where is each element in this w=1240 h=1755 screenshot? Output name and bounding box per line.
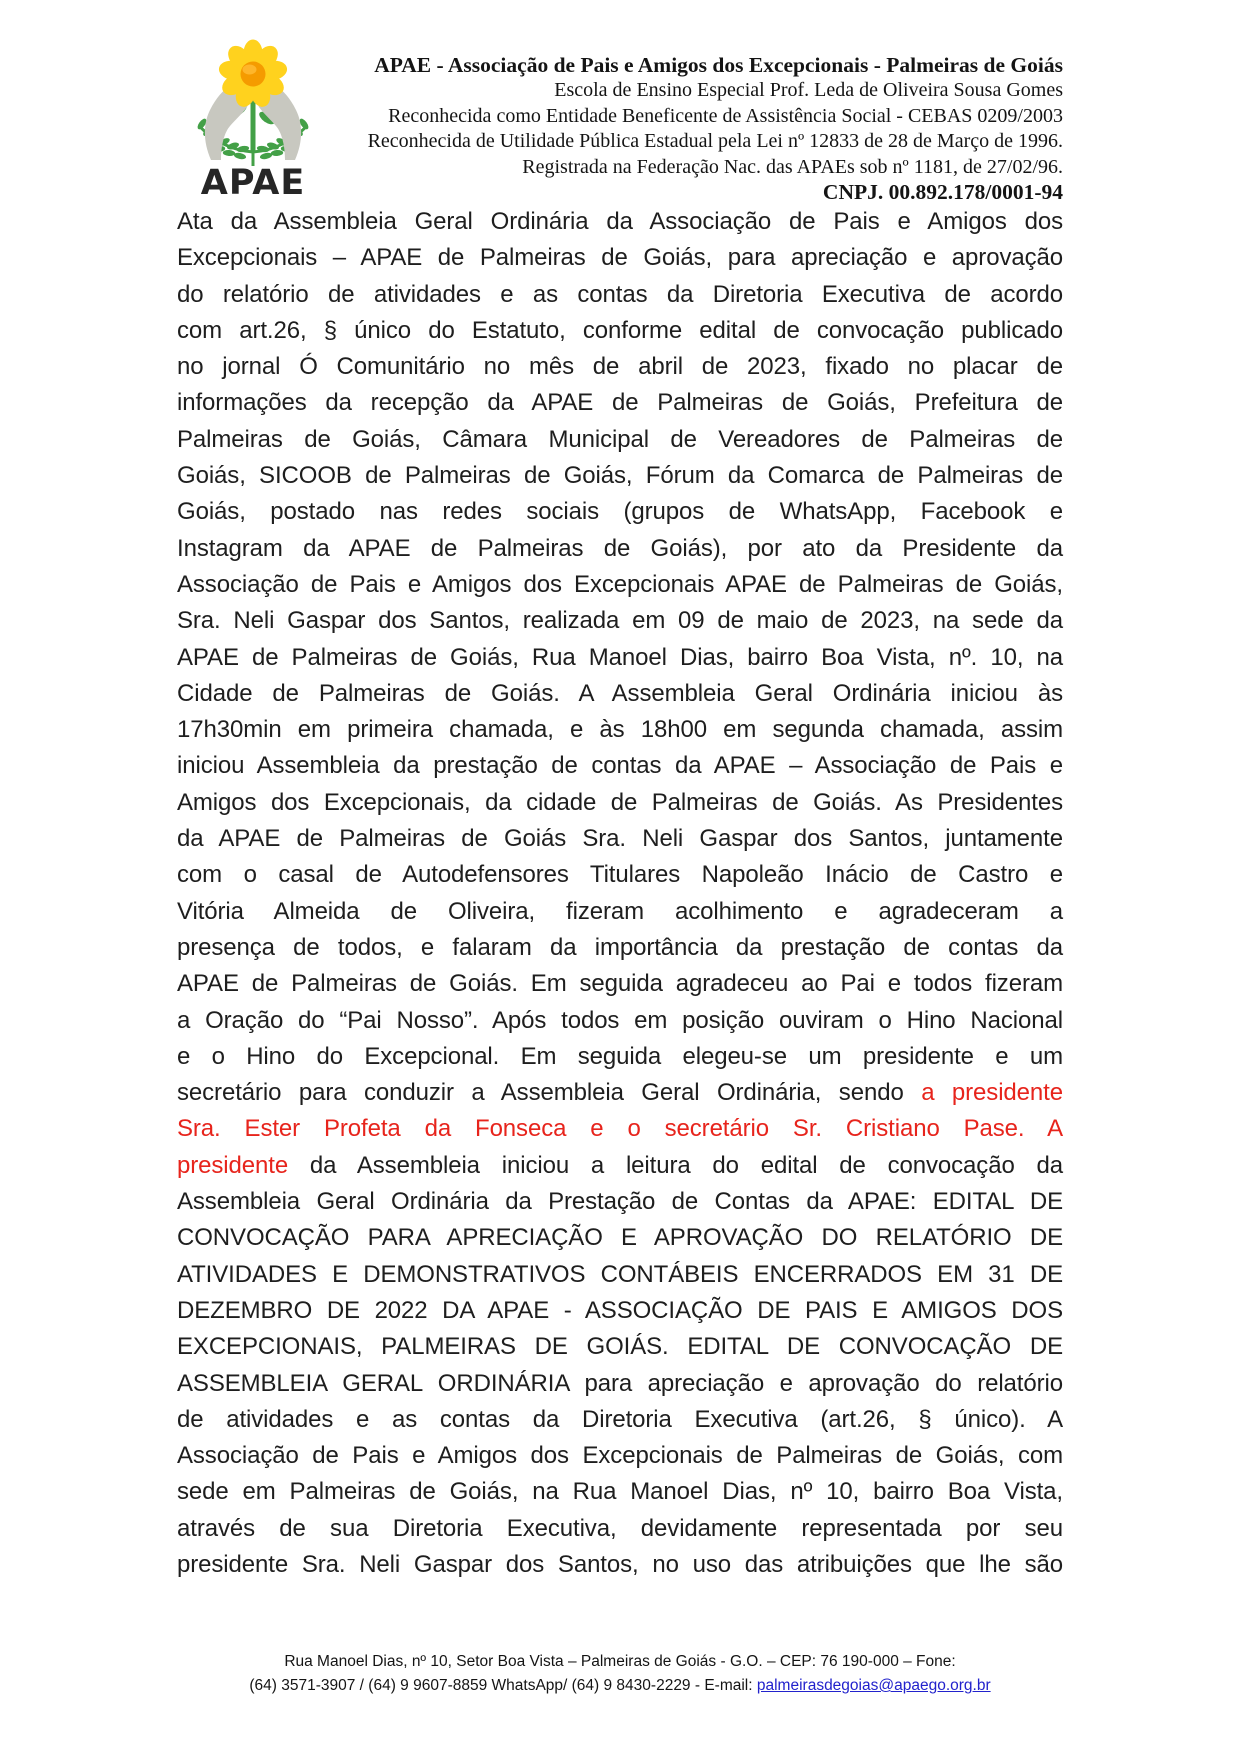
body-line bbox=[177, 1075, 1063, 1111]
footer-address-line: Rua Manoel Dias, nº 10, Setor Boa Vista – Palmeiras de Goiás - G.O. – CEP: 76 190-000 – Fone: bbox=[284, 1653, 956, 1670]
text-segment: Goiás, SICOOB de Palmeiras de Goiás, Fórum da Comarca de Palmeiras de bbox=[177, 462, 1063, 490]
body-line bbox=[177, 494, 1063, 530]
text-segment: informações da recepção da APAE de Palmeiras de Goiás, Prefeitura de bbox=[177, 389, 1063, 417]
body-line bbox=[177, 894, 1063, 930]
text-segment: presidente Sra. Neli Gaspar dos Santos, no uso das atribuições que lhe são bbox=[177, 1550, 1063, 1578]
text-segment: EXCEPCIONAIS, PALMEIRAS DE GOIÁS. EDITAL DE CONVOCAÇÃO DE bbox=[177, 1333, 1063, 1361]
text-segment: a Oração do “Pai Nosso”. Após todos em posição ouviram o Hino Nacional bbox=[177, 1006, 1063, 1034]
letterhead-line: CNPJ. 00.892.178/0001-94 bbox=[822, 180, 1063, 205]
body-line bbox=[177, 930, 1063, 966]
body-line bbox=[177, 1148, 1063, 1184]
body-line bbox=[177, 1402, 1063, 1438]
body-line bbox=[177, 567, 1063, 603]
red-text-segment: a presidente bbox=[921, 1079, 1063, 1107]
body-line bbox=[177, 603, 1063, 639]
letterhead-line: Reconhecida de Utilidade Pública Estadual pela Lei nº 12833 de 28 de Março de 1996. bbox=[367, 130, 1063, 153]
text-segment: DEZEMBRO DE 2022 DA APAE - ASSOCIAÇÃO DE PAIS E AMIGOS DOS bbox=[177, 1296, 1063, 1324]
text-segment: Instagram da APAE de Palmeiras de Goiás), por ato da Presidente da bbox=[177, 534, 1063, 562]
body-line bbox=[177, 821, 1063, 857]
body-line bbox=[177, 1511, 1063, 1547]
text-segment: Assembleia Geral Ordinária da Prestação de Contas da APAE: EDITAL DE bbox=[177, 1188, 1063, 1216]
document-body bbox=[177, 204, 1063, 1583]
page-footer bbox=[0, 1650, 1240, 1698]
text-segment: através de sua Diretoria Executiva, devidamente representada por seu bbox=[177, 1514, 1063, 1542]
body-line bbox=[177, 1474, 1063, 1510]
text-segment: Associação de Pais e Amigos dos Excepcionais de Palmeiras de Goiás, com bbox=[177, 1442, 1063, 1470]
letterhead-line: Escola de Ensino Especial Prof. Leda de Oliveira Sousa Gomes bbox=[554, 79, 1063, 102]
text-segment: Amigos dos Excepcionais, da cidade de Palmeiras de Goiás. As Presidentes bbox=[177, 788, 1063, 816]
text-segment: no jornal Ó Comunitário no mês de abril de 2023, fixado no placar de bbox=[177, 353, 1063, 381]
text-segment: APAE de Palmeiras de Goiás. Em seguida agradeceu ao Pai e todos fizeram bbox=[177, 970, 1063, 998]
text-segment: sede em Palmeiras de Goiás, na Rua Manoel Dias, nº 10, bairro Boa Vista, bbox=[177, 1478, 1063, 1506]
footer-email-link[interactable]: palmeirasdegoias@apaego.org.br bbox=[756, 1677, 991, 1694]
letterhead bbox=[177, 38, 1063, 205]
apae-logo-icon bbox=[177, 38, 329, 198]
text-segment: com art.26, § único do Estatuto, conforme edital de convocação publicado bbox=[177, 316, 1063, 344]
red-text-segment: presidente bbox=[177, 1151, 289, 1179]
body-line bbox=[177, 1003, 1063, 1039]
body-line bbox=[177, 385, 1063, 421]
body-line bbox=[177, 1329, 1063, 1365]
footer-contact-line bbox=[0, 1674, 1240, 1698]
body-line bbox=[177, 785, 1063, 821]
text-segment: iniciou Assembleia da prestação de contas da APAE – Associação de Pais e bbox=[177, 752, 1063, 780]
body-line bbox=[177, 1184, 1063, 1220]
letterhead-line: Reconhecida como Entidade Beneficente de Assistência Social - CEBAS 0209/2003 bbox=[388, 104, 1063, 127]
body-line bbox=[177, 531, 1063, 567]
text-segment: ATIVIDADES E DEMONSTRATIVOS CONTÁBEIS ENCERRADOS EM 31 DE bbox=[177, 1260, 1063, 1288]
red-text-segment: Sra. Ester Profeta da Fonseca e o secretário Sr. Cristiano Pase. A bbox=[177, 1115, 1063, 1143]
body-line bbox=[177, 1366, 1063, 1402]
text-segment: de atividades e as contas da Diretoria Executiva (art.26, § único). A bbox=[177, 1405, 1063, 1433]
text-segment: da Assembleia iniciou a leitura do edital de convocação da bbox=[288, 1151, 1063, 1179]
body-line bbox=[177, 676, 1063, 712]
text-segment: da APAE de Palmeiras de Goiás Sra. Neli Gaspar dos Santos, juntamente bbox=[177, 825, 1063, 853]
body-line bbox=[177, 349, 1063, 385]
text-segment: Ata da Assembleia Geral Ordinária da Associação de Pais e Amigos dos bbox=[177, 208, 1063, 235]
text-segment: 17h30min em primeira chamada, e às 18h00 em segunda chamada, assim bbox=[177, 716, 1063, 744]
body-line bbox=[177, 748, 1063, 784]
letterhead-line: APAE - Associação de Pais e Amigos dos Excepcionais - Palmeiras de Goiás bbox=[374, 53, 1063, 77]
body-line bbox=[177, 1220, 1063, 1256]
text-segment: CONVOCAÇÃO PARA APRECIAÇÃO E APROVAÇÃO DO RELATÓRIO DE bbox=[177, 1224, 1063, 1252]
text-segment: Cidade de Palmeiras de Goiás. A Assembleia Geral Ordinária iniciou às bbox=[177, 679, 1063, 707]
text-segment: ASSEMBLEIA GERAL ORDINÁRIA para apreciação e aprovação do relatório bbox=[177, 1369, 1063, 1397]
body-line bbox=[177, 458, 1063, 494]
letterhead-lines bbox=[329, 53, 1063, 205]
text-segment: presença de todos, e falaram da importância da prestação de contas da bbox=[177, 933, 1063, 961]
footer-phones: (64) 3571-3907 / (64) 9 9607-8859 WhatsApp/ (64) 9 8430-2229 - E-mail: bbox=[249, 1677, 757, 1694]
body-line bbox=[177, 1039, 1063, 1075]
body-line bbox=[177, 1111, 1063, 1147]
text-segment: Sra. Neli Gaspar dos Santos, realizada em 09 de maio de 2023, na sede da bbox=[177, 607, 1063, 635]
text-segment: secretário para conduzir a Assembleia Geral Ordinária, sendo bbox=[177, 1079, 922, 1107]
text-segment: Excepcionais – APAE de Palmeiras de Goiás, para apreciação e aprovação bbox=[177, 244, 1063, 272]
apae-logo bbox=[177, 38, 329, 198]
body-line bbox=[177, 966, 1063, 1002]
body-line bbox=[177, 1257, 1063, 1293]
text-segment: e o Hino do Excepcional. Em seguida elegeu-se um presidente e um bbox=[177, 1042, 1063, 1070]
apae-logo-wordmark: APAE bbox=[200, 163, 306, 198]
body-line bbox=[177, 1547, 1063, 1583]
body-line bbox=[177, 313, 1063, 349]
body-line bbox=[177, 857, 1063, 893]
text-segment: do relatório de atividades e as contas da Diretoria Executiva de acordo bbox=[177, 280, 1063, 308]
body-line bbox=[177, 712, 1063, 748]
text-segment: Palmeiras de Goiás, Câmara Municipal de Vereadores de Palmeiras de bbox=[177, 425, 1063, 453]
letterhead-line: Registrada na Federação Nac. das APAEs sob nº 1181, de 27/02/96. bbox=[522, 155, 1063, 178]
body-line bbox=[177, 277, 1063, 313]
body-line bbox=[177, 204, 1063, 240]
body-line bbox=[177, 1438, 1063, 1474]
text-segment: APAE de Palmeiras de Goiás, Rua Manoel Dias, bairro Boa Vista, nº. 10, na bbox=[177, 643, 1063, 671]
body-line bbox=[177, 240, 1063, 276]
body-line bbox=[177, 1293, 1063, 1329]
text-segment: Associação de Pais e Amigos dos Excepcionais APAE de Palmeiras de Goiás, bbox=[177, 570, 1063, 598]
body-line bbox=[177, 640, 1063, 676]
body-line bbox=[177, 422, 1063, 458]
text-segment: Goiás, postado nas redes sociais (grupos de WhatsApp, Facebook e bbox=[177, 498, 1063, 526]
text-segment: com o casal de Autodefensores Titulares Napoleão Inácio de Castro e bbox=[177, 861, 1063, 889]
text-segment: Vitória Almeida de Oliveira, fizeram acolhimento e agradeceram a bbox=[177, 897, 1063, 925]
